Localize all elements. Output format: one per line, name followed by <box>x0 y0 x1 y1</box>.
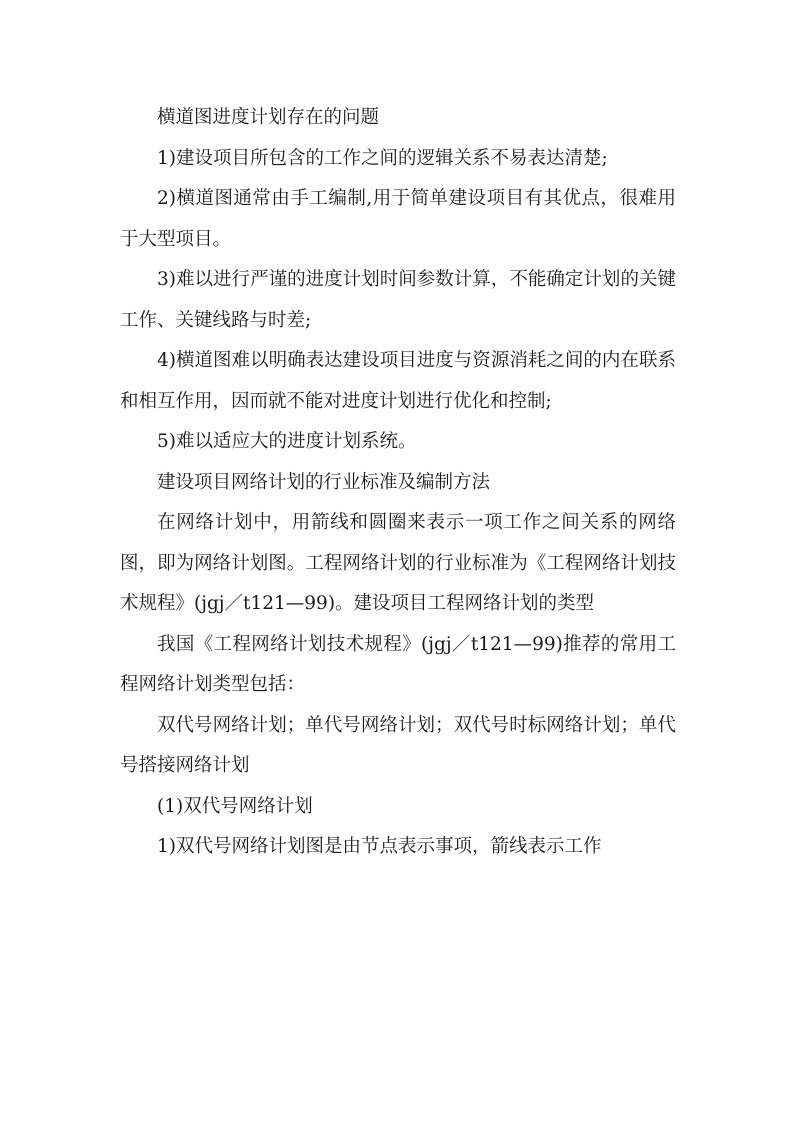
paragraph-problem-1: 1)建设项目所包含的工作之间的逻辑关系不易表达清楚; <box>157 147 608 169</box>
paragraph-double-code-definition: 1)双代号网络计划图是由节点表示事项，箭线表示工作 <box>157 836 602 857</box>
paragraph-problem-3: 3)难以进行严谨的进度计划时间参数计算，不能确定计划的关键工作、关键线路与时差; <box>120 269 676 331</box>
document-body <box>120 98 676 868</box>
paragraph-recommended-types: 我国《工程网络计划技术规程》(jgj／t121—99)推荐的常用工程网络计划类型包括： <box>120 633 676 695</box>
paragraph-network-definition: 在网络计划中，用箭线和圆圈来表示一项工作之间关系的网络图，即为网络计划图。工程网络计划的行业标准为《工程网络计划技术规程》(jgj／t121—99)。建设项目工程网络计划的类型 <box>120 512 676 614</box>
paragraph-problem-4: 4)横道图难以明确表达建设项目进度与资源消耗之间的内在联系和相互作用，因而就不能对进度计划进行优化和控制; <box>120 350 676 412</box>
paragraph-problem-5: 5)难以适应大的进度计划系统。 <box>157 431 417 452</box>
heading-double-code-network: (1)双代号网络计划 <box>157 795 313 817</box>
heading-gantt-problems: 横道图进度计划存在的问题 <box>157 107 380 128</box>
paragraph-type-list: 双代号网络计划；单代号网络计划；双代号时标网络计划；单代号搭接网络计划 <box>120 714 676 776</box>
heading-network-standard: 建设项目网络计划的行业标准及编制方法 <box>157 471 491 493</box>
paragraph-problem-2: 2)横道图通常由手工编制,用于简单建设项目有其优点，很难用于大型项目。 <box>120 188 676 250</box>
